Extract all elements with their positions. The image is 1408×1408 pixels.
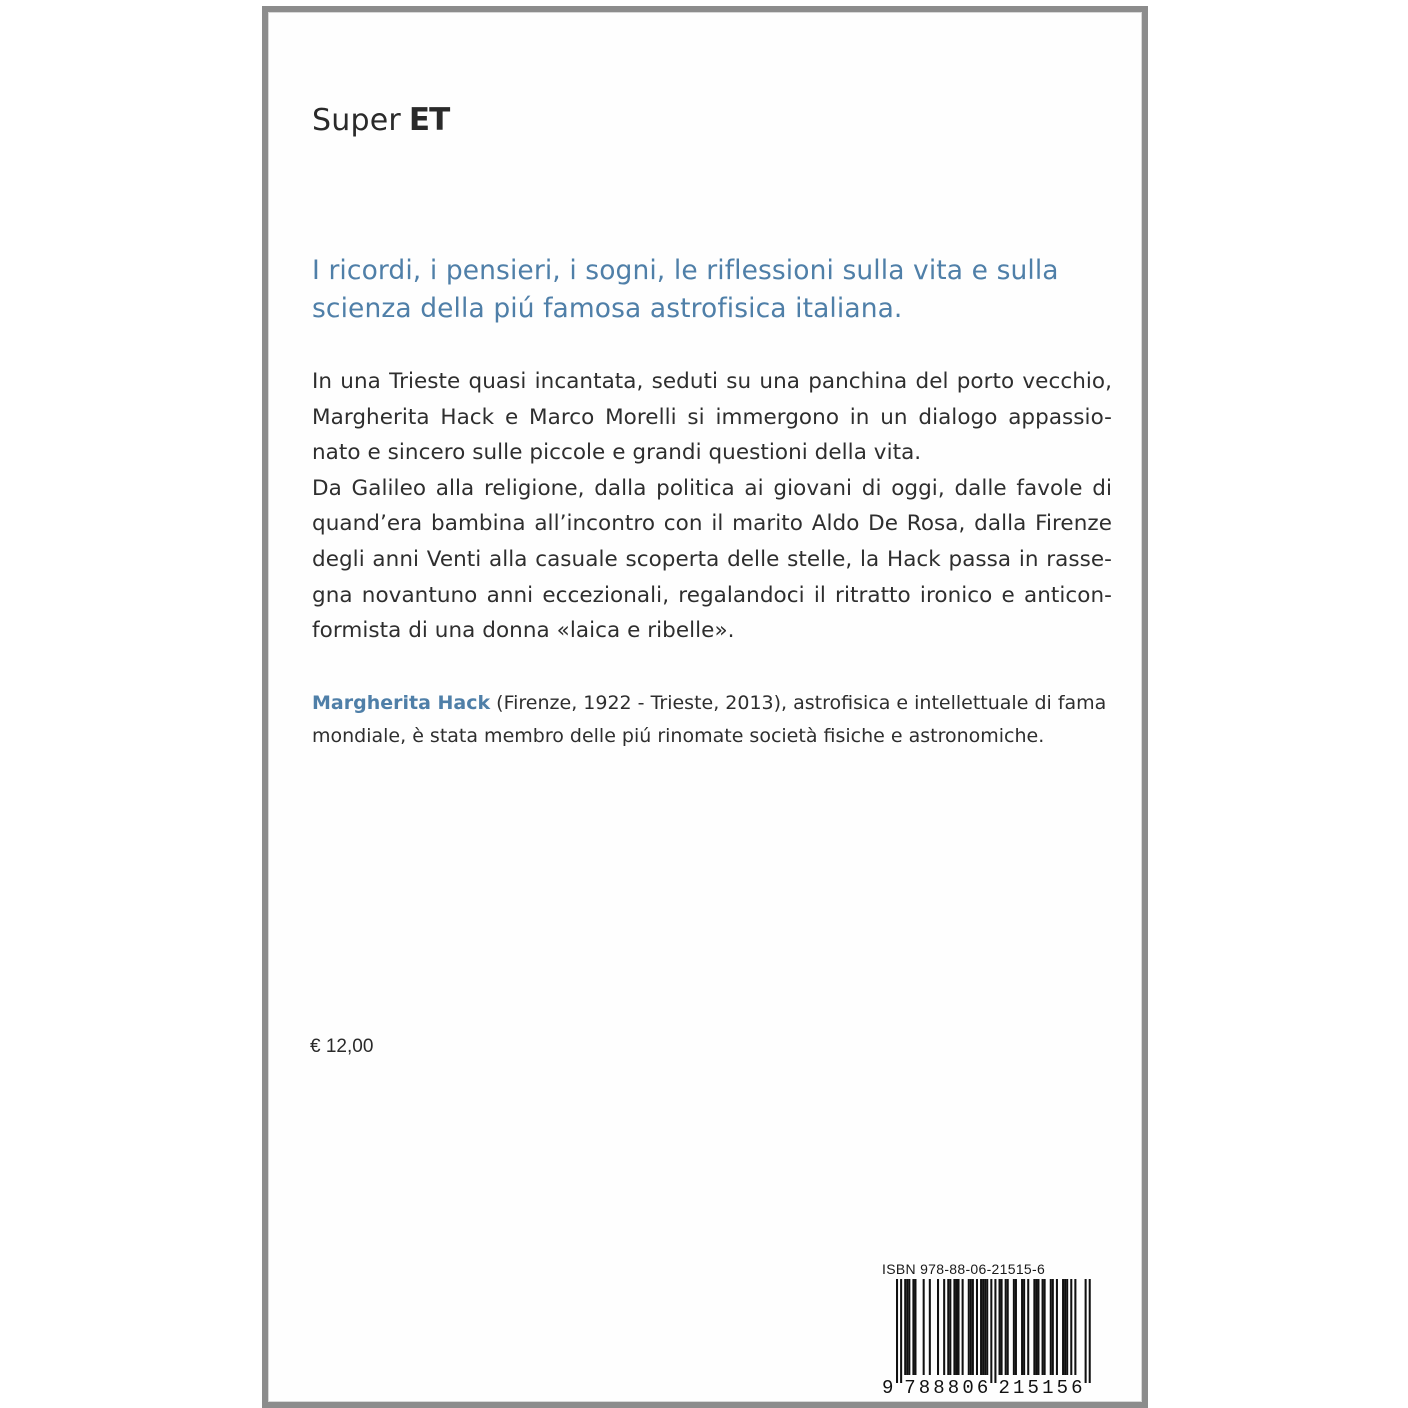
blurb-line: gna novantuno anni eccezionali, regalandoci il ritratto ironico e anticon- bbox=[312, 582, 1112, 608]
barcode-bar bbox=[980, 1279, 982, 1375]
barcode-bar bbox=[1074, 1279, 1076, 1375]
barcode-bars bbox=[896, 1279, 1091, 1383]
barcode-bar bbox=[943, 1279, 945, 1375]
book-back-cover bbox=[262, 6, 1148, 1408]
blurb-line: Da Galileo alla religione, dalla politica ai giovani di oggi, dalle favole di bbox=[312, 475, 1112, 501]
barcode-digits bbox=[882, 1377, 1083, 1397]
barcode-bar bbox=[1064, 1279, 1066, 1375]
barcode-bar bbox=[1035, 1279, 1037, 1375]
barcode-bar bbox=[1037, 1279, 1039, 1375]
price: € 12,00 bbox=[310, 1036, 374, 1057]
barcode-bar bbox=[904, 1279, 906, 1375]
barcode-bar bbox=[896, 1279, 898, 1383]
barcode-bar bbox=[1027, 1279, 1029, 1375]
barcode-bar bbox=[1066, 1279, 1068, 1375]
isbn-label: ISBN 978-88-06-21515-6 bbox=[882, 1261, 1046, 1277]
barcode-bar bbox=[906, 1279, 908, 1375]
barcode-bar bbox=[1033, 1279, 1035, 1375]
barcode-bar bbox=[1013, 1279, 1015, 1375]
barcode-digit-lead: 9 bbox=[882, 1377, 894, 1397]
barcode-bar bbox=[1021, 1279, 1023, 1375]
barcode-bar bbox=[1089, 1279, 1091, 1383]
barcode-bar bbox=[986, 1279, 988, 1375]
blurb-line: quand’era bambina all’incontro con il marito Aldo De Rosa, dalla Firenze bbox=[312, 511, 1112, 537]
barcode-bar bbox=[949, 1279, 951, 1375]
barcode-bar bbox=[923, 1279, 925, 1375]
barcode-bar bbox=[953, 1279, 955, 1375]
blurb-line: nato e sincero sulle piccole e grandi questioni della vita. bbox=[312, 440, 922, 466]
barcode-bar bbox=[1005, 1279, 1007, 1375]
barcode-bar bbox=[947, 1279, 949, 1375]
author-bio-line bbox=[312, 687, 1112, 720]
barcode-bar bbox=[1085, 1279, 1087, 1383]
barcode-bar bbox=[968, 1279, 970, 1375]
barcode-bar bbox=[958, 1279, 960, 1375]
barcode-bar bbox=[1015, 1279, 1017, 1375]
series-logo-et: ET bbox=[408, 102, 450, 138]
barcode-bar bbox=[972, 1279, 974, 1375]
barcode-bar bbox=[982, 1279, 984, 1375]
barcode-bar bbox=[990, 1279, 992, 1383]
barcode-bar bbox=[1042, 1279, 1044, 1375]
barcode-digits-left: 788806 bbox=[904, 1377, 989, 1397]
barcode-bar bbox=[955, 1279, 957, 1375]
blurb-line: formista di una donna «laica e ribelle». bbox=[312, 618, 735, 644]
series-logo bbox=[312, 102, 449, 138]
blurb-line: Margherita Hack e Marco Morelli si immergono in un dialogo appassio- bbox=[312, 404, 1112, 430]
barcode-bar bbox=[1052, 1279, 1054, 1375]
barcode-bar bbox=[984, 1279, 986, 1375]
blurb bbox=[312, 364, 1112, 649]
barcode-bar bbox=[999, 1279, 1001, 1375]
barcode-bar bbox=[962, 1279, 964, 1375]
blurb-line: In una Trieste quasi incantata, seduti su una panchina del porto vecchio, bbox=[312, 369, 1112, 394]
author-bio-text: (Firenze, 1922 - Trieste, 2013), astrofisica e intellettuale di fama bbox=[490, 692, 1107, 714]
barcode-bar bbox=[900, 1279, 902, 1383]
barcode-bar bbox=[912, 1279, 914, 1375]
barcode-bar bbox=[1007, 1279, 1009, 1375]
barcode-bar bbox=[1070, 1279, 1072, 1375]
barcode-bar bbox=[1056, 1279, 1058, 1375]
barcode-bar bbox=[1050, 1279, 1052, 1375]
barcode-bar bbox=[976, 1279, 978, 1375]
barcode-bar bbox=[1001, 1279, 1003, 1375]
barcode-bar bbox=[937, 1279, 939, 1375]
barcode-bar bbox=[1062, 1279, 1064, 1375]
barcode-bar bbox=[1044, 1279, 1046, 1375]
barcode-bar bbox=[929, 1279, 931, 1375]
barcode-bar bbox=[994, 1279, 996, 1383]
author-bio-line: mondiale, è stata membro delle piú rinomate società fisiche e astronomiche. bbox=[312, 725, 1045, 747]
blurb-line: degli anni Venti alla casuale scoperta delle stelle, la Hack passa in rasse- bbox=[312, 546, 1112, 572]
barcode-digits-right: 215156 bbox=[998, 1377, 1083, 1397]
author-bio bbox=[312, 687, 1112, 753]
author-name: Margherita Hack bbox=[312, 692, 491, 714]
barcode bbox=[882, 1279, 1098, 1397]
barcode-bar bbox=[914, 1279, 916, 1375]
tagline: I ricordi, i pensieri, i sogni, le riflessioni sulla vita e sulla scienza della piú famosa astrofisica italiana. bbox=[312, 255, 1059, 324]
series-logo-super: Super bbox=[312, 103, 401, 138]
barcode-bar bbox=[1023, 1279, 1025, 1375]
barcode-bar bbox=[970, 1279, 972, 1375]
barcode-bar bbox=[908, 1279, 910, 1375]
